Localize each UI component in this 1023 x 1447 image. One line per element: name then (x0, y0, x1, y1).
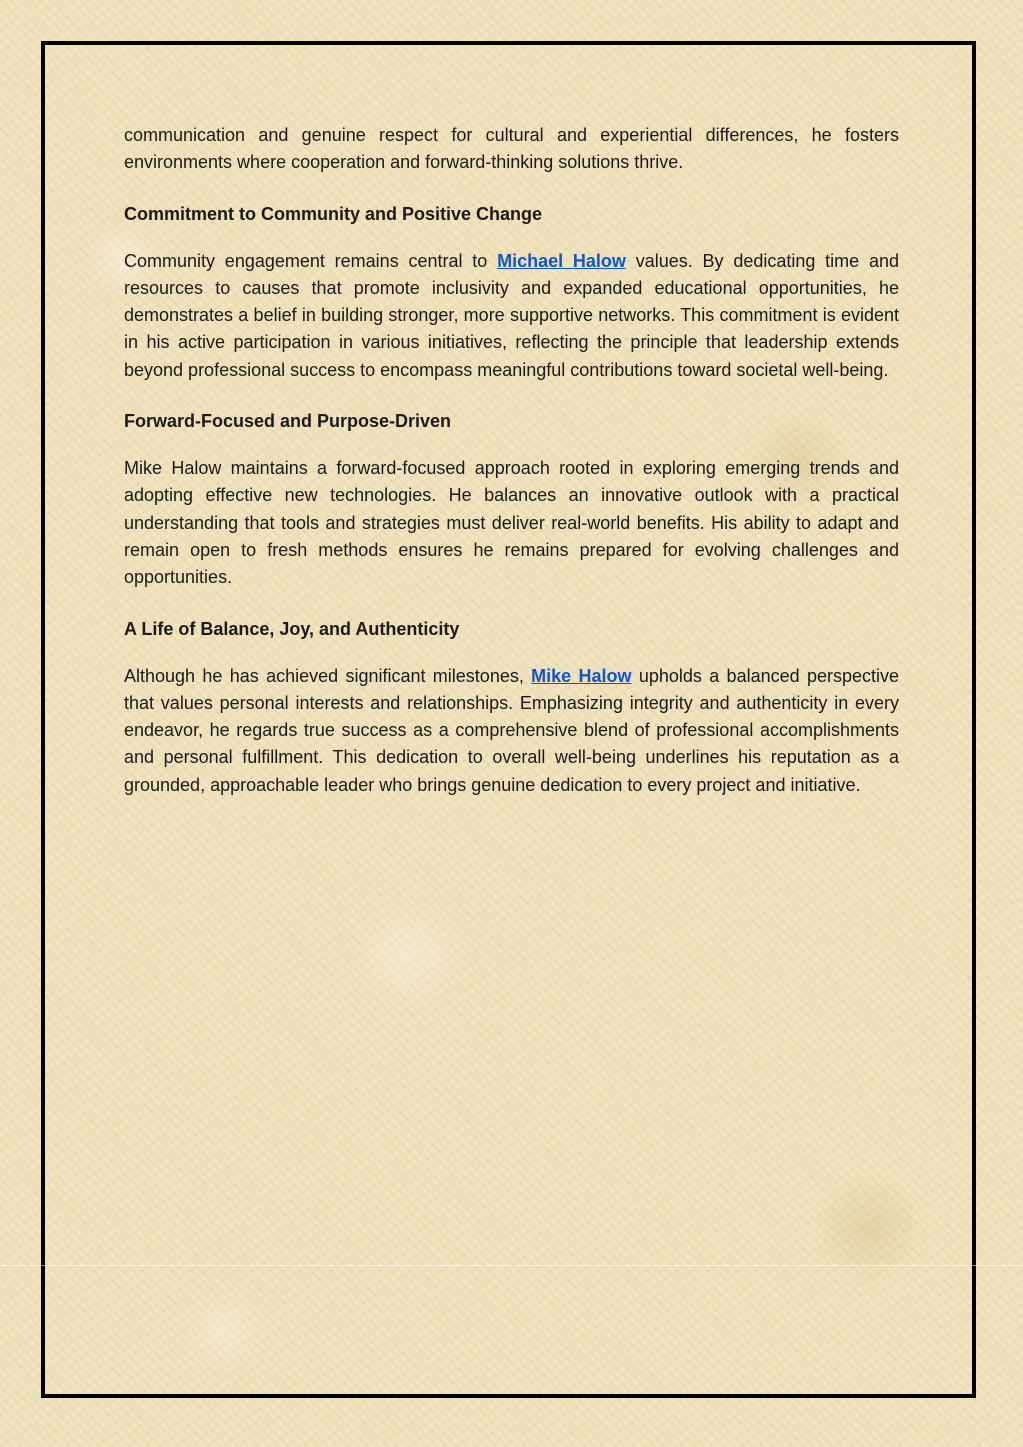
michael-halow-link[interactable]: Michael Halow (497, 250, 626, 271)
mike-halow-link[interactable]: Mike Halow (531, 665, 632, 686)
paragraph-balance (124, 663, 899, 799)
paragraph-community-text-end: values. By dedicating time and resources to causes that promote inclusivity and expanded educational opportunities, he demonstrates a belief in building stronger, more supportive networks. This commitment is evident in his active participation in various initiatives, reflecting the principle that leadership extends beyond professional success to encompass meaningful contributions toward societal well-being. (124, 250, 899, 380)
heading-forward: Forward-Focused and Purpose-Driven (124, 411, 452, 432)
document-body (124, 122, 899, 823)
paragraph-community-text-start: Community engagement remains central to (124, 250, 498, 271)
paragraph-balance-text-end: upholds a balanced perspective that values personal interests and relationships. Emphasizing integrity and authenticity in every endeavor, he regards true success as a comprehensive blend of professional accomplishments and personal fulfillment. This dedication to overall well-being underlines his reputation as a grounded, approachable leader who brings genuine dedication to every project and initiative. (124, 665, 899, 795)
paragraph-balance-text-start: Although he has achieved significant milestones, (124, 665, 532, 686)
paragraph-community (124, 248, 899, 384)
heading-balance: A Life of Balance, Joy, and Authenticity (124, 618, 460, 639)
paragraph-intro-continuation: communication and genuine respect for cultural and experiential differences, he fosters environments where cooperation and forward-thinking solutions thrive. (124, 125, 899, 173)
page-divider (0, 1265, 1023, 1266)
paragraph-forward: Mike Halow maintains a forward-focused approach rooted in exploring emerging trends and adopting effective new technologies. He balances an innovative outlook with a practical understanding that tools and strategies must deliver real-world benefits. His ability to adapt and remain open to fresh methods ensures he remains prepared for evolving challenges and opportunities. (124, 458, 899, 588)
heading-community: Commitment to Community and Positive Change (124, 203, 543, 224)
